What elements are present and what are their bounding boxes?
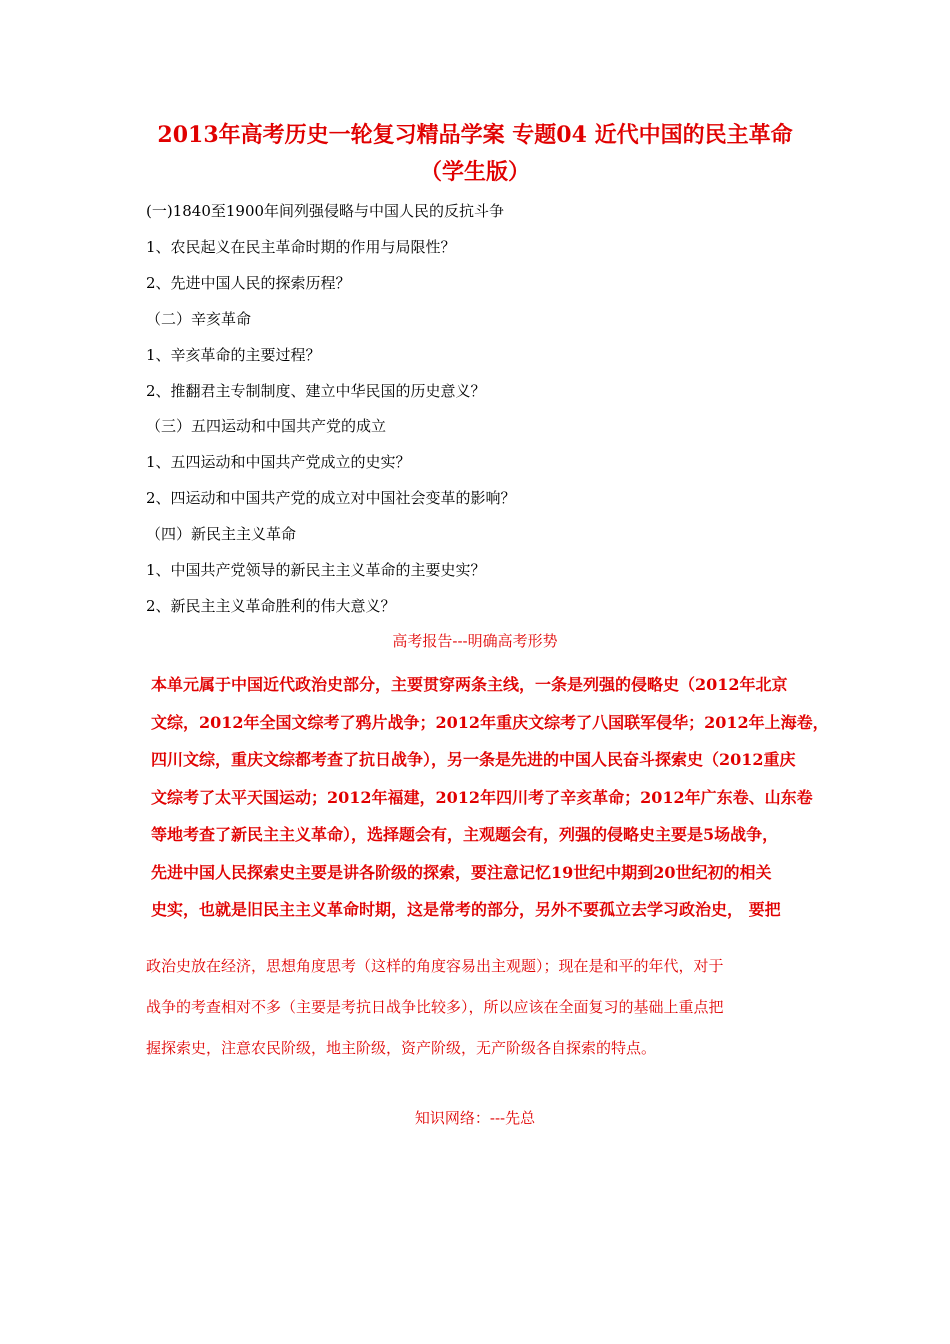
outline-section-3-heading: （三）五四运动和中国共产党的成立 — [146, 417, 387, 435]
outline-item: 2、先进中国人民的探索历程？ — [146, 274, 351, 292]
outline-item: 2、推翻君主专制制度、建立中华民国的历史意义？ — [146, 382, 486, 400]
report-paragraph-bold — [151, 666, 831, 929]
report-bold-line: 文综考了太平天国运动；2012年福建，2012年四川考了辛亥革命；2012年广东卷、山东卷 — [151, 787, 813, 807]
report-normal-line: 战争的考查相对不多（主要是考抗日战争比较多），所以应该在全面复习的基础上重点把 — [146, 998, 724, 1016]
report-bold-line: 史实，也就是旧民主主义革命时期，这是常考的部分，另外不要孤立去学习政治史， 要把 — [151, 900, 781, 919]
report-bold-line: 本单元属于中国近代政治史部分，主要贯穿两条主线，一条是列强的侵略史（2012年北京 — [151, 675, 788, 694]
report-normal-line: 握探索史，注意农民阶级，地主阶级，资产阶级，无产阶级各自探索的特点。 — [146, 1039, 657, 1057]
report-paragraph-normal — [146, 946, 826, 1069]
report-bold-line: 四川文综，重庆文综都考查了抗日战争），另一条是先进的中国人民奋斗探索史（2012重庆 — [151, 750, 796, 769]
outline-item: 2、四运动和中国共产党的成立对中国社会变革的影响？ — [146, 489, 516, 507]
outline-section-1-heading: (一)1840至1900年间列强侵略与中国人民的反抗斗争 — [146, 202, 505, 220]
outline-item: 1、中国共产党领导的新民主主义革命的主要史实？ — [146, 561, 486, 579]
outline-item: 1、农民起义在民主革命时期的作用与局限性？ — [146, 238, 456, 256]
outline-item: 1、辛亥革命的主要过程？ — [146, 346, 321, 364]
outline-item: 1、五四运动和中国共产党成立的史实？ — [146, 453, 411, 471]
document-title: 2013年高考历史一轮复习精品学案 专题04 近代中国的民主革命 — [157, 122, 793, 148]
outline-section-2-heading: （二）辛亥革命 — [146, 310, 252, 328]
document-subtitle: （学生版） — [419, 159, 530, 185]
report-normal-line: 政治史放在经济，思想角度思考（这样的角度容易出主观题）；现在是和平的年代，对于 — [146, 957, 724, 975]
knowledge-network-heading: 知识网络：---先总 — [414, 1109, 536, 1127]
report-bold-line: 等地考查了新民主主义革命），选择题会有，主观题会有，列强的侵略史主要是5场战争， — [151, 825, 779, 844]
report-bold-line: 文综，2012年全国文综考了鸦片战争；2012年重庆文综考了八国联军侵华；2012年上海卷， — [151, 712, 829, 732]
outline-item: 2、新民主主义革命胜利的伟大意义？ — [146, 597, 396, 615]
report-bold-line: 先进中国人民探索史主要是讲各阶级的探索，要注意记忆19世纪中期到20世纪初的相关 — [151, 862, 772, 882]
outline-section-4-heading: （四）新民主主义革命 — [146, 525, 297, 543]
report-heading: 高考报告---明确高考形势 — [392, 632, 558, 650]
